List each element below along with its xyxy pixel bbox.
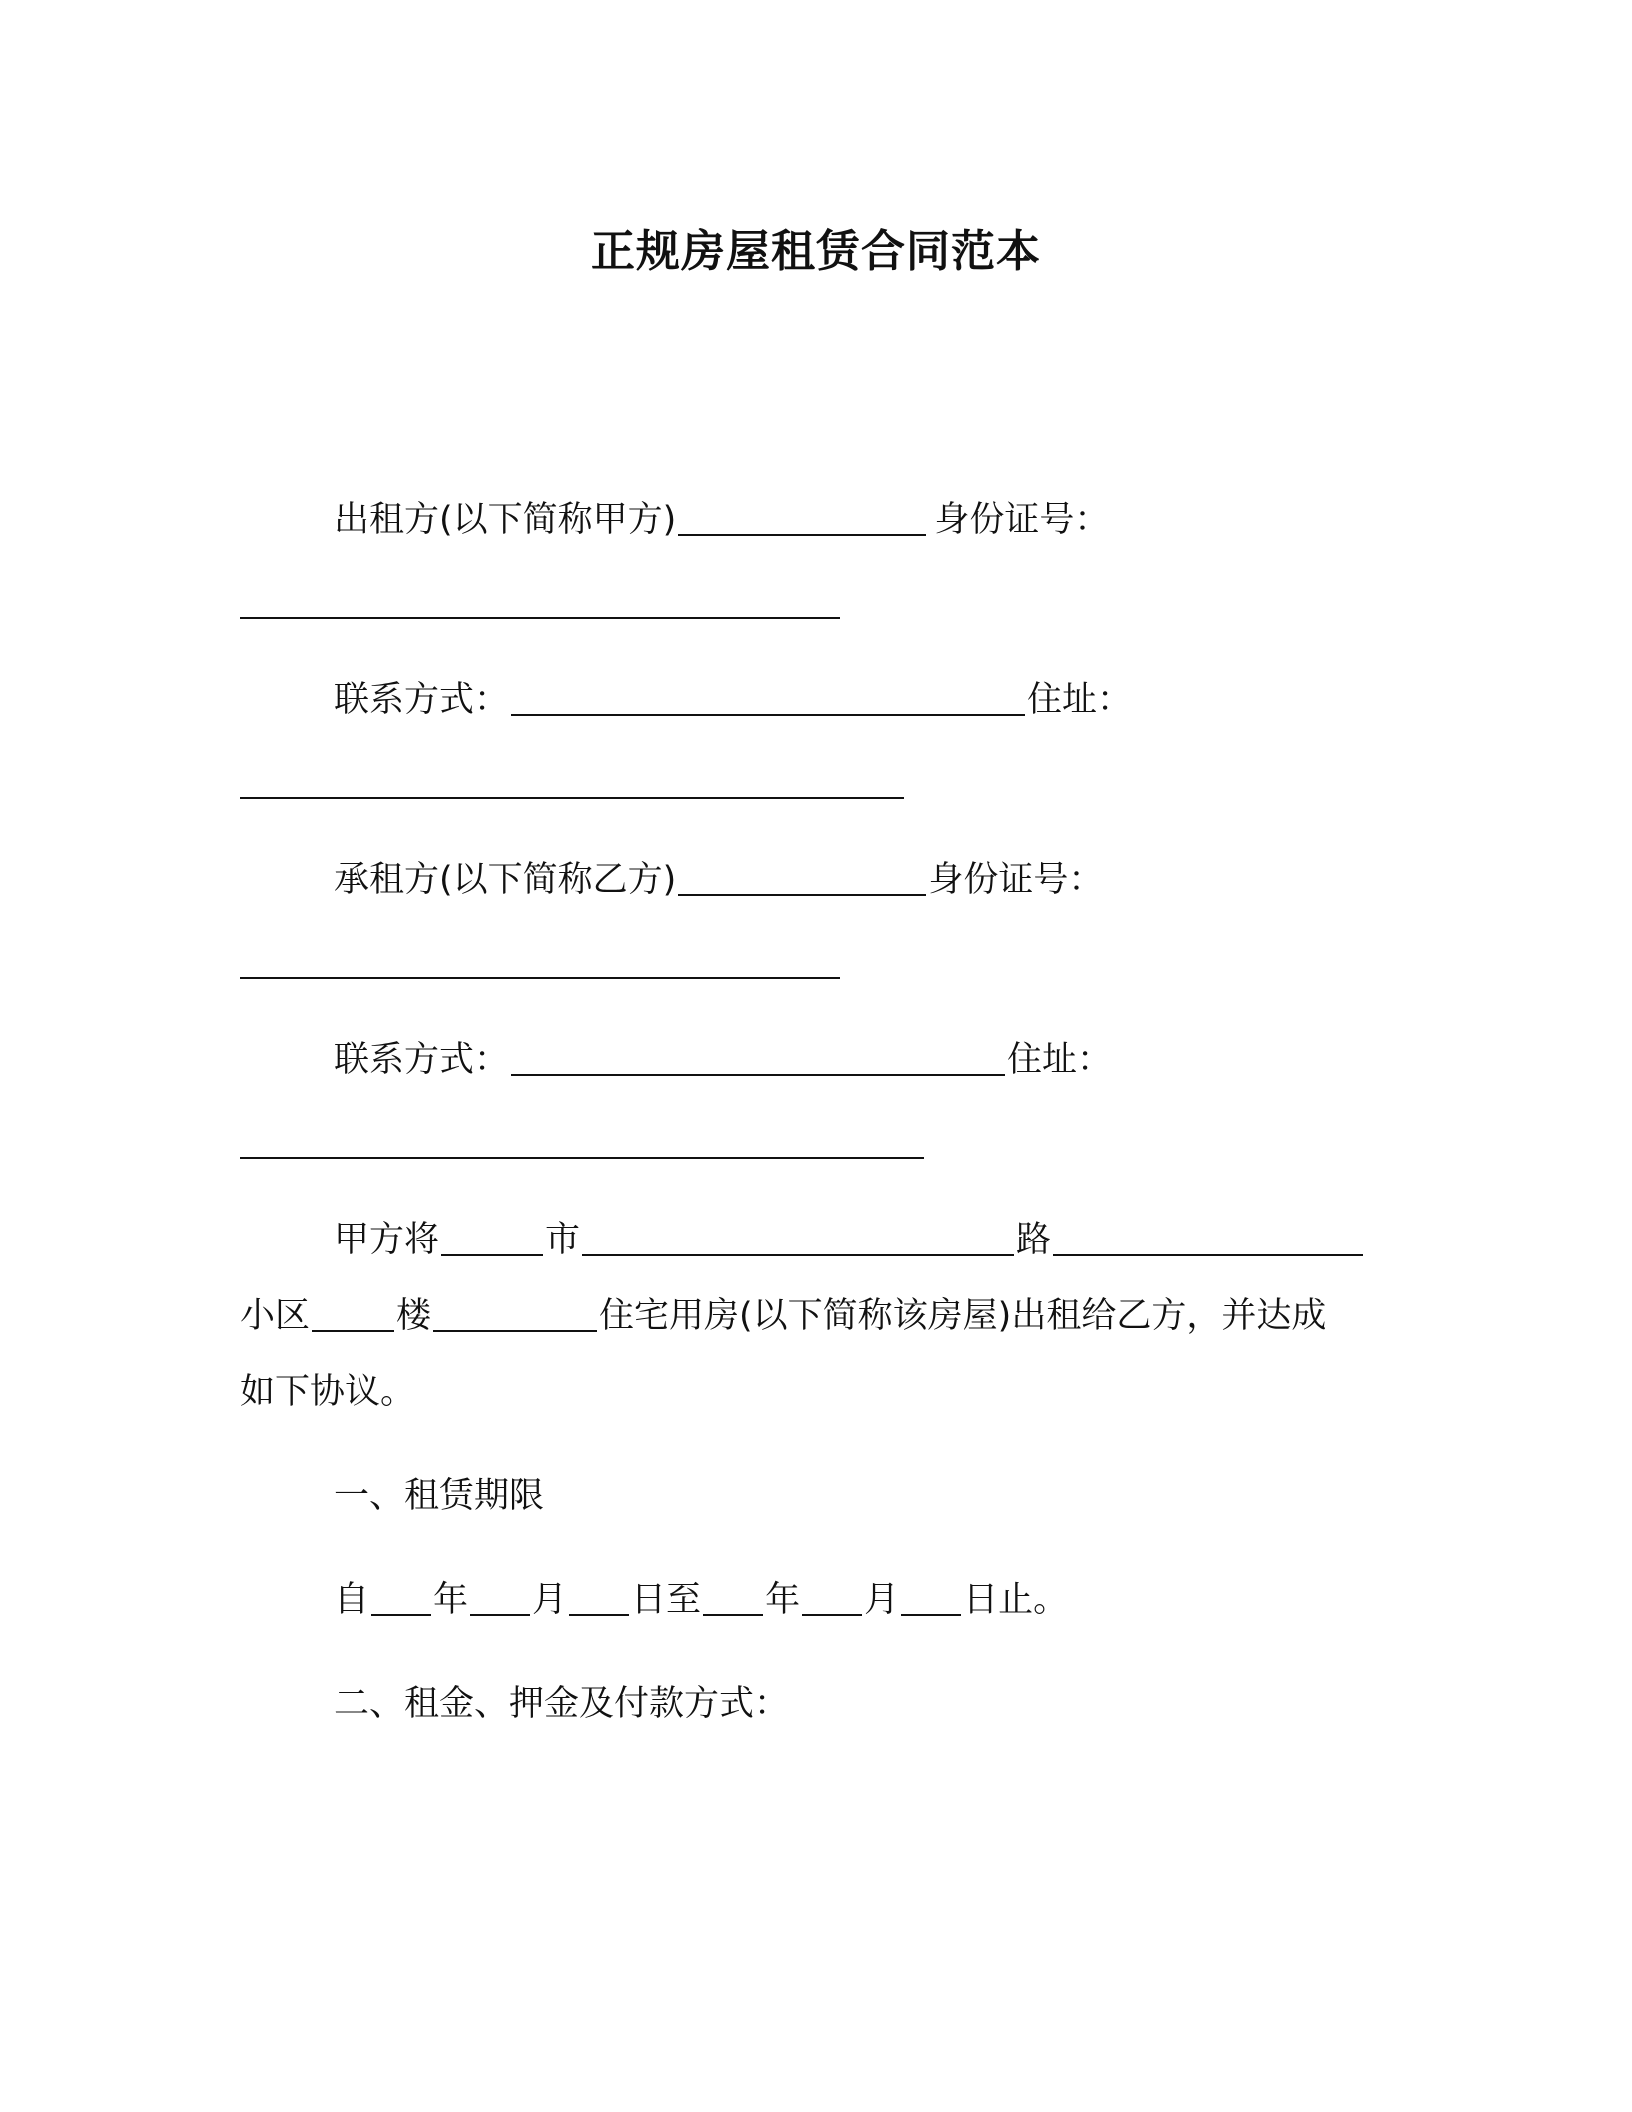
- term-day-end: 日止。: [963, 1580, 1069, 1620]
- property-text-6: 住宅用房(以下简称该房屋)出租给乙方，并达成: [599, 1296, 1327, 1336]
- lessor-address-blank: [240, 797, 904, 799]
- term-year-2: 年: [765, 1580, 801, 1620]
- lessor-line: [334, 496, 1109, 544]
- lessor-id-blank: [240, 617, 840, 619]
- section-1-heading: [334, 1472, 544, 1520]
- lessee-contact-label: 联系方式：: [334, 1040, 510, 1080]
- lessee-label: 承租方(以下简称乙方): [334, 860, 677, 900]
- lessor-id-label: 身份证号：: [934, 500, 1110, 540]
- property-text-1: 甲方将: [334, 1220, 440, 1260]
- term-from: 自: [334, 1580, 370, 1620]
- section-2-heading-text: 二、租金、押金及付款方式：: [334, 1684, 790, 1724]
- road-name-blank: [582, 1218, 1014, 1256]
- building-blank: [312, 1294, 394, 1332]
- property-text-5: 楼: [396, 1296, 432, 1336]
- property-line-3: [240, 1368, 415, 1416]
- end-year-blank: [703, 1578, 763, 1616]
- term-day-to: 日至: [631, 1580, 702, 1620]
- lessor-contact-blank: [511, 678, 1025, 716]
- road-number-blank: [1053, 1218, 1363, 1256]
- unit-blank: [433, 1294, 597, 1332]
- lessee-id-label: 身份证号：: [928, 860, 1104, 900]
- property-line-1: [334, 1216, 1365, 1264]
- term-month-2: 月: [864, 1580, 900, 1620]
- start-month-blank: [470, 1578, 530, 1616]
- lessee-address-blank: [240, 1157, 924, 1159]
- property-text-2: 市: [545, 1220, 581, 1260]
- property-text-7: 如下协议。: [240, 1372, 416, 1412]
- lessor-label: 出租方(以下简称甲方): [334, 500, 677, 540]
- lessee-contact-line: [334, 1036, 1112, 1084]
- lessee-contact-blank: [511, 1038, 1005, 1076]
- document-title: 正规房屋租赁合同范本: [591, 226, 1041, 277]
- city-blank: [441, 1218, 543, 1256]
- lessee-name-blank: [678, 858, 926, 896]
- section-2-heading: [334, 1680, 789, 1728]
- end-month-blank: [802, 1578, 862, 1616]
- lessee-address-label: 住址：: [1007, 1040, 1113, 1080]
- property-text-3: 路: [1016, 1220, 1052, 1260]
- lessor-contact-label: 联系方式：: [334, 680, 510, 720]
- property-text-4: 小区: [240, 1296, 311, 1336]
- lessor-address-label: 住址：: [1027, 680, 1133, 720]
- section-1-heading-text: 一、租赁期限: [334, 1476, 545, 1516]
- lessee-id-blank: [240, 977, 840, 979]
- term-year: 年: [433, 1580, 469, 1620]
- start-year-blank: [371, 1578, 431, 1616]
- lessee-line: [334, 856, 1103, 904]
- lease-term-line: [334, 1576, 1068, 1624]
- end-day-blank: [901, 1578, 961, 1616]
- property-line-2: [240, 1292, 1326, 1340]
- term-month: 月: [532, 1580, 568, 1620]
- start-day-blank: [569, 1578, 629, 1616]
- lessor-name-blank: [678, 498, 926, 536]
- lessor-contact-line: [334, 676, 1132, 724]
